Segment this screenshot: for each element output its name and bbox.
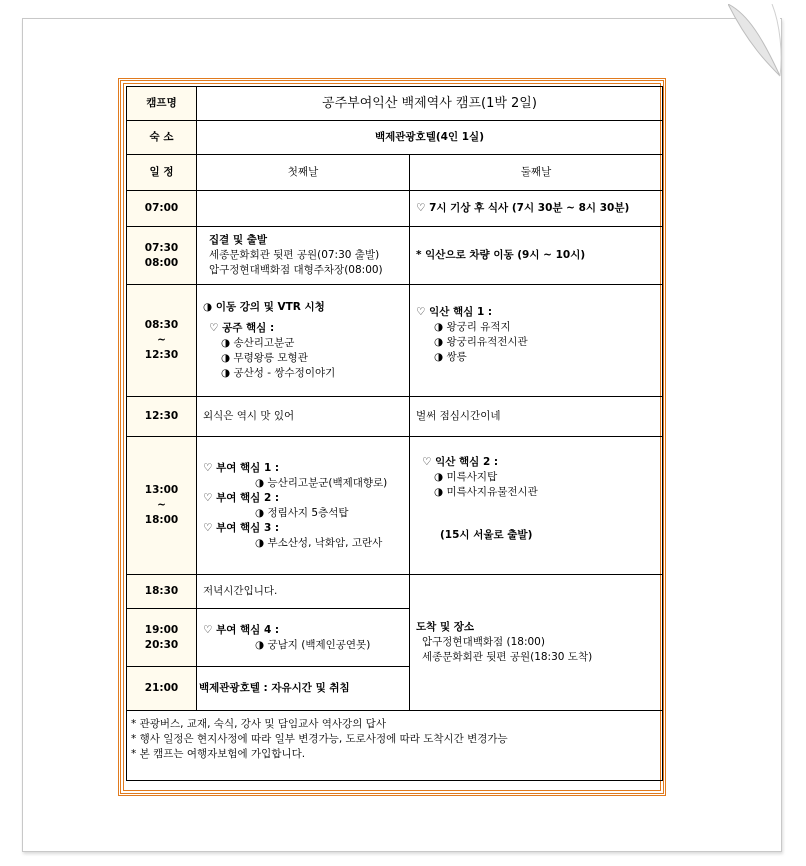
time-cell: 13:00 ~ 18:00 — [127, 437, 197, 575]
page-curl-icon — [728, 4, 788, 84]
time-cell: 19:00 20:30 — [127, 609, 197, 667]
camp-name-row — [127, 87, 663, 121]
day1-cell: 저녁시간입니다. — [197, 575, 410, 609]
time-cell: 07:00 — [127, 191, 197, 227]
notes-row — [127, 711, 663, 781]
day2-cell: * 익산으로 차량 이동 (9시 ~ 10시) — [410, 227, 663, 285]
time-cell: 08:30 ~ 12:30 — [127, 285, 197, 397]
schedule-header-row — [127, 155, 663, 191]
table-row — [127, 227, 663, 285]
table-row — [127, 285, 663, 397]
day2-cell: ♡ 익산 핵심 1 : ◑ 왕궁리 유적지 ◑ 왕궁리유적전시관 ◑ 쌍릉 — [410, 285, 663, 397]
table-row — [127, 397, 663, 437]
table-row — [127, 437, 663, 575]
day1-cell: 외식은 역시 맛 있어 — [197, 397, 410, 437]
schedule-table — [126, 86, 663, 781]
time-cell: 21:00 — [127, 667, 197, 711]
day1-cell: ◑ 이동 강의 및 VTR 시청 ♡ 공주 핵심 : ◑ 송산리고분군 ◑ 무령왕릉 모형관 ◑ 공산성 - 쌍수정이야기 — [197, 285, 410, 397]
day1-cell: ♡ 부여 핵심 1 : ◑ 능산리고분군(백제대향로) ♡ 부여 핵심 2 : ◑ 정림사지 5층석탑 ♡ 부여 핵심 3 : ◑ 부소산성, 낙화암, 고란사 — [197, 437, 410, 575]
note-line: * 행사 일정은 현지사정에 따라 일부 변경가능, 도로사정에 따라 도착시간 변경가능 — [131, 733, 508, 745]
lodging-name: 백제관광호텔(4인 1실) — [197, 121, 663, 155]
day2-header: 둘째날 — [410, 155, 663, 191]
time-cell: 18:30 — [127, 575, 197, 609]
schedule-label: 일 정 — [127, 155, 197, 191]
time-cell: 12:30 — [127, 397, 197, 437]
day1-cell: ♡ 부여 핵심 4 : ◑ 궁남지 (백제인공연못) — [197, 609, 410, 667]
lodging-label: 숙 소 — [127, 121, 197, 155]
table-row — [127, 575, 663, 609]
day2-cell: ♡ 익산 핵심 2 : ◑ 미륵사지탑 ◑ 미륵사지유물전시관 (15시 서울로 출발) — [410, 437, 663, 575]
lodging-row — [127, 121, 663, 155]
camp-name: 공주부여익산 백제역사 캠프(1박 2일) — [197, 87, 663, 121]
notes-cell — [127, 711, 663, 781]
note-line: * 본 캠프는 여행자보험에 가입합니다. — [131, 748, 306, 760]
day2-cell: ♡ 7시 기상 후 식사 (7시 30분 ~ 8시 30분) — [410, 191, 663, 227]
camp-label: 캠프명 — [127, 87, 197, 121]
day1-cell — [197, 191, 410, 227]
table-row — [127, 191, 663, 227]
time-cell: 07:30 08:00 — [127, 227, 197, 285]
arrival-cell: 도착 및 장소 압구정현대백화점 (18:00) 세종문화회관 뒷편 공원(18:30 도착) — [410, 575, 663, 711]
day1-cell: 집결 및 출발 세종문화회관 뒷편 공원(07:30 출발) 압구정현대백화점 대형주차장(08:00) — [197, 227, 410, 285]
day1-header: 첫째날 — [197, 155, 410, 191]
note-line: * 관광버스, 교재, 숙식, 강사 및 담임교사 역사강의 답사 — [131, 718, 386, 730]
day2-cell: 벌써 점심시간이네 — [410, 397, 663, 437]
day1-cell: 백제관광호텔 : 자유시간 및 취침 — [197, 667, 410, 711]
